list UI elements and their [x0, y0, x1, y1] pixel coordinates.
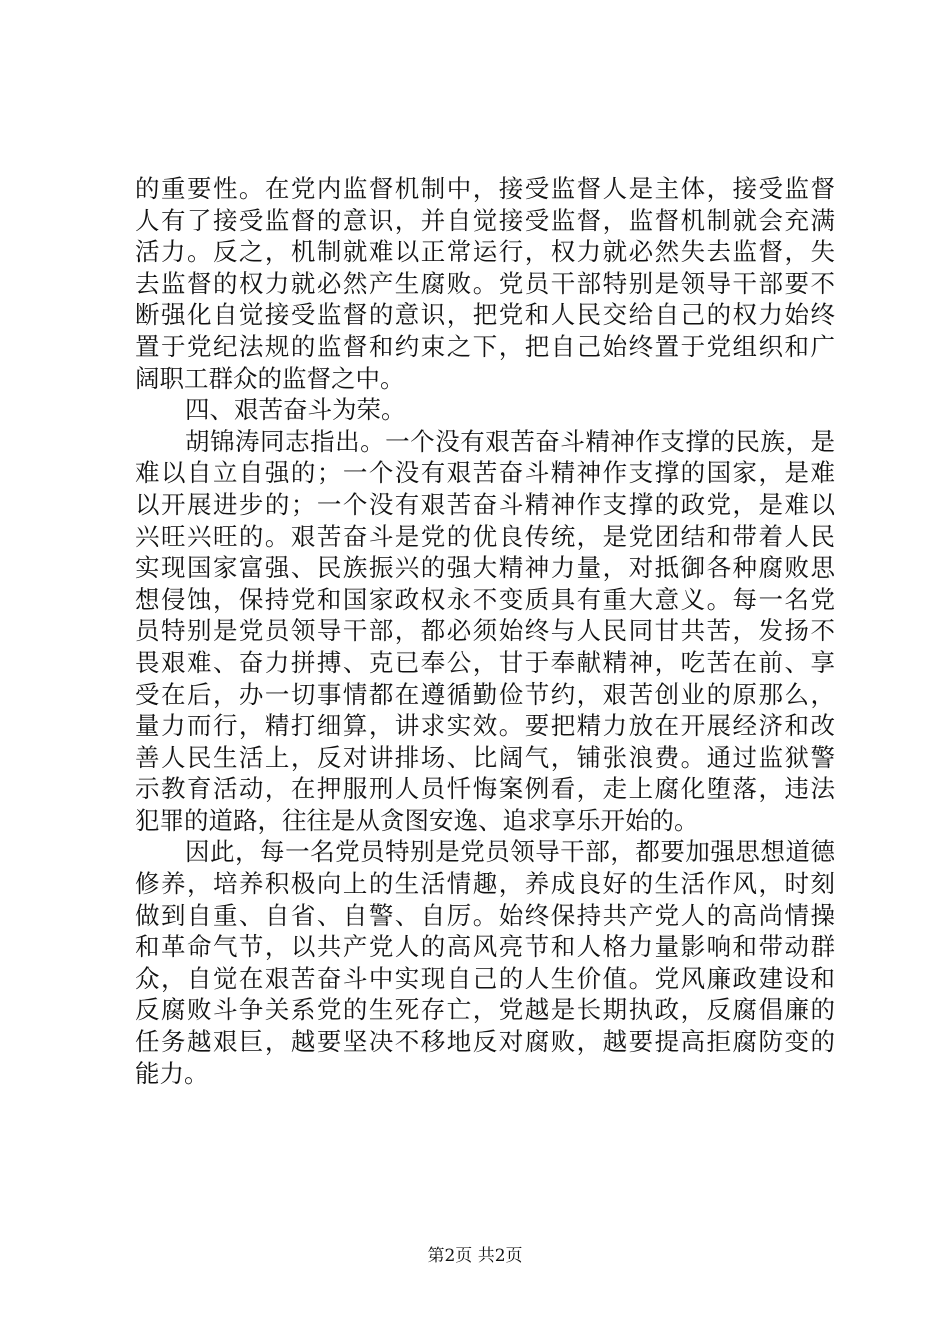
text-line: 员特别是党员领导干部，都必须始终与人民同甘共苦，发扬不: [135, 616, 835, 646]
text-line: 人有了接受监督的意识，并自觉接受监督，监督机制就会充满: [135, 205, 835, 235]
text-line: 受在后，办一切事情都在遵循勤俭节约，艰苦创业的原那么，: [135, 679, 835, 709]
document-body: [135, 173, 835, 1089]
text-line: 去监督的权力就必然产生腐败。党员干部特别是领导干部要不: [135, 268, 835, 298]
text-line: 和革命气节，以共产党人的高风亮节和人格力量影响和带动群: [135, 932, 835, 962]
text-line: 置于党纪法规的监督和约束之下，把自己始终置于党组织和广: [135, 331, 835, 361]
text-line: 阔职工群众的监督之中。: [135, 363, 405, 393]
text-line: 断强化自觉接受监督的意识，把党和人民交给自己的权力始终: [135, 300, 835, 330]
text-line: 修养，培养积极向上的生活情趣，养成良好的生活作风，时刻: [135, 869, 835, 899]
paragraph-first-line: 因此，每一名党员特别是党员领导干部，都要加强思想道德: [185, 837, 835, 867]
text-line: 量力而行，精打细算，讲求实效。要把精力放在开展经济和改: [135, 711, 835, 741]
text-line: 示教育活动，在押服刑人员忏悔案例看，走上腐化堕落，违法: [135, 774, 835, 804]
text-line: 能力。: [135, 1058, 209, 1088]
text-line: 难以自立自强的；一个没有艰苦奋斗精神作支撑的国家，是难: [135, 458, 835, 488]
text-line: 众，自觉在艰苦奋斗中实现自己的人生价值。党风廉政建设和: [135, 963, 835, 993]
text-line: 实现国家富强、民族振兴的强大精神力量，对抵御各种腐败思: [135, 553, 835, 583]
text-line: 做到自重、自省、自警、自厉。始终保持共产党人的高尚情操: [135, 900, 835, 930]
text-line: 以开展进步的；一个没有艰苦奋斗精神作支撑的政党，是难以: [135, 489, 835, 519]
text-line: 兴旺兴旺的。艰苦奋斗是党的优良传统，是党团结和带着人民: [135, 521, 835, 551]
text-line: 想侵蚀，保持党和国家政权永不变质具有重大意义。每一名党: [135, 584, 835, 614]
text-line: 犯罪的道路，往往是从贪图安逸、追求享乐开始的。: [135, 805, 699, 835]
paragraph-first-line: 四、艰苦奋斗为荣。: [185, 395, 406, 425]
text-line: 任务越艰巨，越要坚决不移地反对腐败，越要提高拒腐防变的: [135, 1027, 835, 1057]
text-line: 善人民生活上，反对讲排场、比阔气，铺张浪费。通过监狱警: [135, 742, 835, 772]
text-line: 的重要性。在党内监督机制中，接受监督人是主体，接受监督: [135, 174, 835, 203]
text-line: 反腐败斗争关系党的生死存亡，党越是长期执政，反腐倡廉的: [135, 995, 835, 1025]
text-line: 活力。反之，机制就难以正常运行，权力就必然失去监督，失: [135, 237, 835, 267]
page-footer: 第2页 共2页: [427, 1246, 523, 1266]
text-line: 畏艰难、奋力拼搏、克已奉公，甘于奉献精神，吃苦在前、享: [135, 647, 835, 677]
paragraph-first-line: 胡锦涛同志指出。一个没有艰苦奋斗精神作支撑的民族，是: [185, 426, 835, 456]
